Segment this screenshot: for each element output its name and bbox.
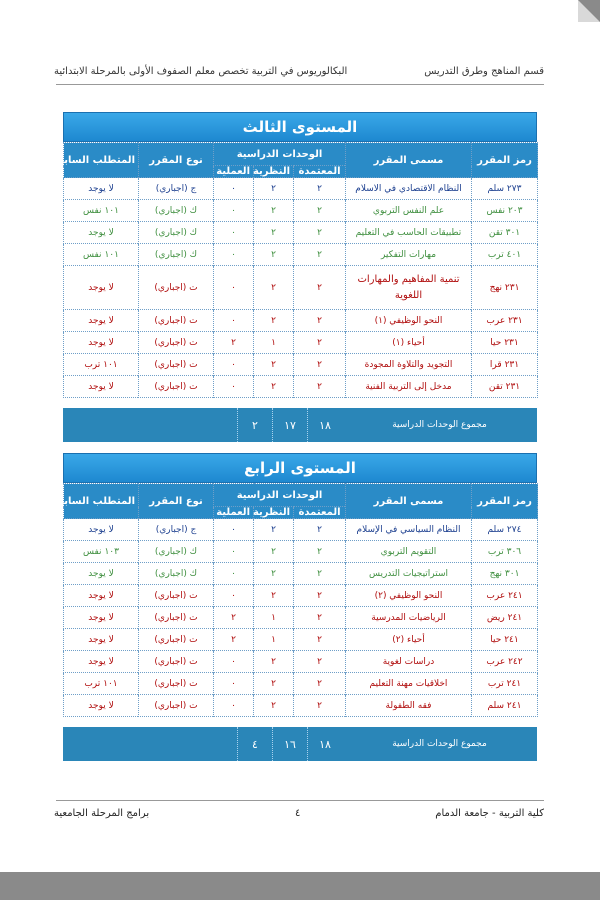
total-credit: ١٨	[307, 408, 342, 442]
total-theory: ١٧	[272, 408, 307, 442]
practical-units: ٠	[214, 200, 254, 222]
course-type: ج (اجباري)	[139, 519, 214, 541]
prerequisite: ١٠١ نفس	[64, 244, 139, 266]
course-name: التجويد والتلاوة المجودة	[346, 354, 472, 376]
course-type: ت (اجباري)	[139, 354, 214, 376]
table-row	[64, 178, 538, 200]
practical-units: ٠	[214, 541, 254, 563]
course-name: النحو الوظيفي (٢)	[346, 585, 472, 607]
course-name: فقه الطفولة	[346, 695, 472, 717]
course-name: الرياضيات المدرسية	[346, 607, 472, 629]
table-row	[64, 695, 538, 717]
prerequisite: لا يوجد	[64, 222, 139, 244]
course-code: ٢٣١ عرب	[472, 310, 538, 332]
course-code: ٣٠١ نهج	[472, 563, 538, 585]
table-row	[64, 519, 538, 541]
practical-units: ٠	[214, 673, 254, 695]
theory-units: ٢	[254, 651, 294, 673]
course-type: ك (اجباري)	[139, 541, 214, 563]
course-code: ٢٤٢ عرب	[472, 651, 538, 673]
col-header-units: الوحدات الدراسية	[214, 484, 346, 507]
col-header-units: الوحدات الدراسية	[214, 143, 346, 166]
col-header-prereq: المتطلب السابق	[64, 484, 139, 519]
practical-units: ٠	[214, 585, 254, 607]
credit-units: ٢	[294, 585, 346, 607]
practical-units: ٠	[214, 222, 254, 244]
table-row	[64, 607, 538, 629]
credit-units: ٢	[294, 332, 346, 354]
course-type: ك (اجباري)	[139, 563, 214, 585]
theory-units: ٢	[254, 222, 294, 244]
prerequisite: ١٠٣ نفس	[64, 541, 139, 563]
totals-spacer	[63, 408, 237, 442]
practical-units: ٠	[214, 310, 254, 332]
course-name: أحياء (١)	[346, 332, 472, 354]
col-header-code: رمز المقرر	[472, 143, 538, 178]
theory-units: ١	[254, 607, 294, 629]
course-code: ٢٤١ عرب	[472, 585, 538, 607]
level-title: المستوى الرابع	[244, 459, 356, 477]
credit-units: ٢	[294, 244, 346, 266]
credit-units: ٢	[294, 563, 346, 585]
level-banner	[63, 453, 537, 483]
theory-units: ٢	[254, 310, 294, 332]
header-divider	[56, 84, 544, 85]
table-row	[64, 244, 538, 266]
course-name: النحو الوظيفي (١)	[346, 310, 472, 332]
theory-units: ١	[254, 332, 294, 354]
totals-label: مجموع الوحدات الدراسية	[392, 739, 487, 749]
prerequisite: لا يوجد	[64, 563, 139, 585]
total-practical: ٤	[237, 727, 272, 761]
course-code: ٣٠١ تقن	[472, 222, 538, 244]
level-section	[55, 112, 537, 442]
course-code: ٢٤١ سلم	[472, 695, 538, 717]
course-code: ٢٣١ حيا	[472, 332, 538, 354]
prerequisite: لا يوجد	[64, 266, 139, 310]
practical-units: ٢	[214, 629, 254, 651]
course-name: اخلاقيات مهنة التعليم	[346, 673, 472, 695]
credit-units: ٢	[294, 607, 346, 629]
col-header-code: رمز المقرر	[472, 484, 538, 519]
table-row	[64, 266, 538, 310]
prerequisite: لا يوجد	[64, 651, 139, 673]
header-department: قسم المناهج وطرق التدريس	[424, 66, 544, 77]
course-code: ٢٤١ حيا	[472, 629, 538, 651]
course-name: التقويم التربوي	[346, 541, 472, 563]
table-row	[64, 541, 538, 563]
theory-units: ٢	[254, 541, 294, 563]
theory-units: ٢	[254, 178, 294, 200]
credit-units: ٢	[294, 673, 346, 695]
theory-units: ١	[254, 629, 294, 651]
prerequisite: لا يوجد	[64, 178, 139, 200]
theory-units: ٢	[254, 673, 294, 695]
course-type: ت (اجباري)	[139, 310, 214, 332]
courses-table	[55, 142, 538, 398]
credit-units: ٢	[294, 629, 346, 651]
prerequisite: لا يوجد	[64, 695, 139, 717]
col-header-prereq: المتطلب السابق	[64, 143, 139, 178]
page-number: ٤	[295, 808, 301, 819]
course-type: ت (اجباري)	[139, 376, 214, 398]
col-header-credit: المعتمدة	[294, 507, 346, 519]
course-type: ك (اجباري)	[139, 222, 214, 244]
credit-units: ٢	[294, 695, 346, 717]
course-type: ت (اجباري)	[139, 629, 214, 651]
level-section	[55, 453, 537, 761]
table-row	[64, 354, 538, 376]
col-header-practical: العملية	[214, 166, 254, 178]
practical-units: ٠	[214, 519, 254, 541]
theory-units: ٢	[254, 244, 294, 266]
course-name: مهارات التفكير	[346, 244, 472, 266]
credit-units: ٢	[294, 519, 346, 541]
table-row	[64, 200, 538, 222]
page-fold	[578, 0, 600, 22]
prerequisite: لا يوجد	[64, 607, 139, 629]
practical-units: ٠	[214, 695, 254, 717]
totals-spacer	[63, 727, 237, 761]
course-type: ت (اجباري)	[139, 266, 214, 310]
totals-row	[63, 727, 537, 761]
course-name: تنمية المفاهيم والمهارات اللغوية	[346, 266, 472, 310]
prerequisite: ١٠١ نفس	[64, 200, 139, 222]
prerequisite: لا يوجد	[64, 519, 139, 541]
credit-units: ٢	[294, 376, 346, 398]
course-type: ت (اجباري)	[139, 585, 214, 607]
course-code: ٢٣١ تقن	[472, 376, 538, 398]
footer-programs: برامج المرحلة الجامعية	[54, 808, 150, 819]
credit-units: ٢	[294, 178, 346, 200]
table-row	[64, 376, 538, 398]
course-name: النظام الاقتصادي في الاسلام	[346, 178, 472, 200]
course-type: ت (اجباري)	[139, 651, 214, 673]
theory-units: ٢	[254, 585, 294, 607]
col-header-credit: المعتمدة	[294, 166, 346, 178]
practical-units: ٠	[214, 266, 254, 310]
col-header-type: نوع المقرر	[139, 484, 214, 519]
table-row	[64, 629, 538, 651]
credit-units: ٢	[294, 266, 346, 310]
theory-units: ٢	[254, 563, 294, 585]
prerequisite: لا يوجد	[64, 376, 139, 398]
course-code: ٤٠١ ترب	[472, 244, 538, 266]
theory-units: ٢	[254, 200, 294, 222]
total-credit: ١٨	[307, 727, 342, 761]
credit-units: ٢	[294, 310, 346, 332]
col-header-type: نوع المقرر	[139, 143, 214, 178]
level-banner	[63, 112, 537, 142]
col-header-name: مسمى المقرر	[346, 143, 472, 178]
total-practical: ٢	[237, 408, 272, 442]
course-name: مدخل إلى التربية الفنية	[346, 376, 472, 398]
credit-units: ٢	[294, 200, 346, 222]
course-name: تطبيقات الحاسب في التعليم	[346, 222, 472, 244]
theory-units: ٢	[254, 354, 294, 376]
footer-college: كلية التربية - جامعة الدمام	[435, 808, 544, 819]
course-name: أحياء (٢)	[346, 629, 472, 651]
course-name: استراتيجيات التدريس	[346, 563, 472, 585]
practical-units: ٢	[214, 332, 254, 354]
table-row	[64, 332, 538, 354]
prerequisite: ١٠١ ترب	[64, 354, 139, 376]
course-code: ٢٤١ ريض	[472, 607, 538, 629]
course-code: ٢٧٤ سلم	[472, 519, 538, 541]
practical-units: ٠	[214, 354, 254, 376]
prerequisite: لا يوجد	[64, 310, 139, 332]
col-header-theory: النظرية	[254, 166, 294, 178]
table-row	[64, 673, 538, 695]
credit-units: ٢	[294, 651, 346, 673]
header-program: البكالوريوس في التربية تخصص معلم الصفوف الأولى بالمرحلة الابتدائية	[54, 66, 348, 77]
course-type: ج (اجباري)	[139, 178, 214, 200]
course-code: ٢٤١ ترب	[472, 673, 538, 695]
table-row	[64, 222, 538, 244]
course-type: ك (اجباري)	[139, 200, 214, 222]
col-header-theory: النظرية	[254, 507, 294, 519]
table-row	[64, 585, 538, 607]
practical-units: ٠	[214, 651, 254, 673]
course-type: ك (اجباري)	[139, 244, 214, 266]
theory-units: ٢	[254, 519, 294, 541]
credit-units: ٢	[294, 541, 346, 563]
course-name: النظام السياسي في الإسلام	[346, 519, 472, 541]
practical-units: ٠	[214, 563, 254, 585]
total-theory: ١٦	[272, 727, 307, 761]
course-type: ت (اجباري)	[139, 607, 214, 629]
table-row	[64, 310, 538, 332]
footer-divider	[56, 800, 544, 801]
course-type: ت (اجباري)	[139, 695, 214, 717]
prerequisite: لا يوجد	[64, 629, 139, 651]
course-code: ٢٠٣ نفس	[472, 200, 538, 222]
course-code: ٢٣١ نهج	[472, 266, 538, 310]
course-name: دراسات لغوية	[346, 651, 472, 673]
table-row	[64, 651, 538, 673]
prerequisite: ١٠١ ترب	[64, 673, 139, 695]
course-code: ٢٧٣ سلم	[472, 178, 538, 200]
practical-units: ٢	[214, 607, 254, 629]
prerequisite: لا يوجد	[64, 332, 139, 354]
totals-label: مجموع الوحدات الدراسية	[392, 420, 487, 430]
prerequisite: لا يوجد	[64, 585, 139, 607]
practical-units: ٠	[214, 178, 254, 200]
table-row	[64, 563, 538, 585]
credit-units: ٢	[294, 222, 346, 244]
theory-units: ٢	[254, 695, 294, 717]
courses-table	[55, 483, 538, 717]
course-name: علم النفس التربوي	[346, 200, 472, 222]
course-type: ت (اجباري)	[139, 332, 214, 354]
course-type: ت (اجباري)	[139, 673, 214, 695]
practical-units: ٠	[214, 244, 254, 266]
col-header-practical: العملية	[214, 507, 254, 519]
practical-units: ٠	[214, 376, 254, 398]
totals-row	[63, 408, 537, 442]
theory-units: ٢	[254, 266, 294, 310]
col-header-name: مسمى المقرر	[346, 484, 472, 519]
level-title: المستوى الثالث	[242, 118, 358, 136]
theory-units: ٢	[254, 376, 294, 398]
course-code: ٣٠٦ ترب	[472, 541, 538, 563]
course-code: ٢٣١ قرا	[472, 354, 538, 376]
credit-units: ٢	[294, 354, 346, 376]
